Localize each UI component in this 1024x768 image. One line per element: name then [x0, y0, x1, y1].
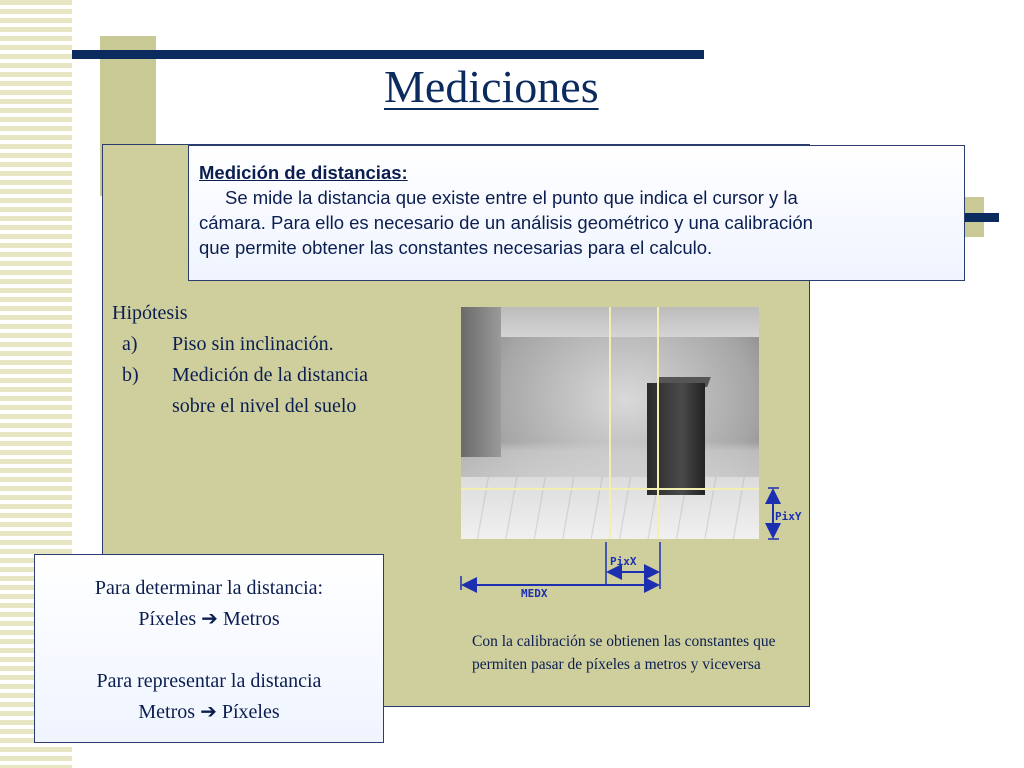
callout-line-2: cámara. Para ello es necesario de un análisis geométrico y una calibración [199, 212, 813, 233]
callout-line-3: que permite obtener las constantes necesarias para el calculo. [199, 237, 713, 258]
hypothesis-marker-a: a) [122, 333, 138, 355]
hypothesis-text-a-1: Piso sin inclinación. [172, 333, 334, 355]
callout-line-1: Se mide la distancia que existe entre el punto que indica el cursor y la [225, 187, 798, 208]
arrow-right-icon: ➔ [200, 701, 217, 723]
slide-title: Mediciones [384, 61, 599, 112]
conversion-pixels-label: Píxeles [138, 608, 197, 630]
calibration-caption: Con la calibración se obtienen las constantes que permiten pasar de píxeles a metros y viceversa [472, 633, 776, 673]
pixy-label: PixY [775, 510, 802, 523]
conversion-line-1: Para determinar la distancia: [94, 577, 324, 599]
hypothesis-item-a [112, 329, 368, 360]
hypothesis-marker-b: b) [122, 364, 139, 386]
conversion-pixels-label-2: Píxeles [221, 701, 280, 723]
photo-dark-box [647, 383, 705, 495]
arrow-right-icon: ➔ [201, 608, 218, 630]
hypothesis-text-b-2: sobre el nivel del suelo [172, 395, 357, 417]
hypothesis-text-b-1: Medición de la distancia [172, 364, 369, 386]
conversion-meters-label: Metros [222, 608, 280, 630]
photo-left-wall [461, 307, 501, 457]
measurement-diagram [455, 484, 815, 604]
decorative-top-bar [72, 50, 704, 59]
hypothesis-list [112, 298, 368, 422]
hypothesis-title: Hipótesis [112, 302, 188, 324]
conversion-meters-label-2: Metros [138, 701, 196, 723]
conversion-box [34, 554, 384, 743]
hypothesis-item-b [112, 360, 368, 422]
medx-label: MEDX [521, 587, 548, 600]
distance-callout-box [188, 145, 965, 281]
conversion-line-3: Para representar la distancia [96, 670, 322, 692]
conversion-line-2 [35, 604, 383, 635]
conversion-line-4 [35, 697, 383, 728]
pixx-label: PixX [610, 555, 637, 568]
callout-heading: Medición de distancias: [199, 162, 408, 183]
